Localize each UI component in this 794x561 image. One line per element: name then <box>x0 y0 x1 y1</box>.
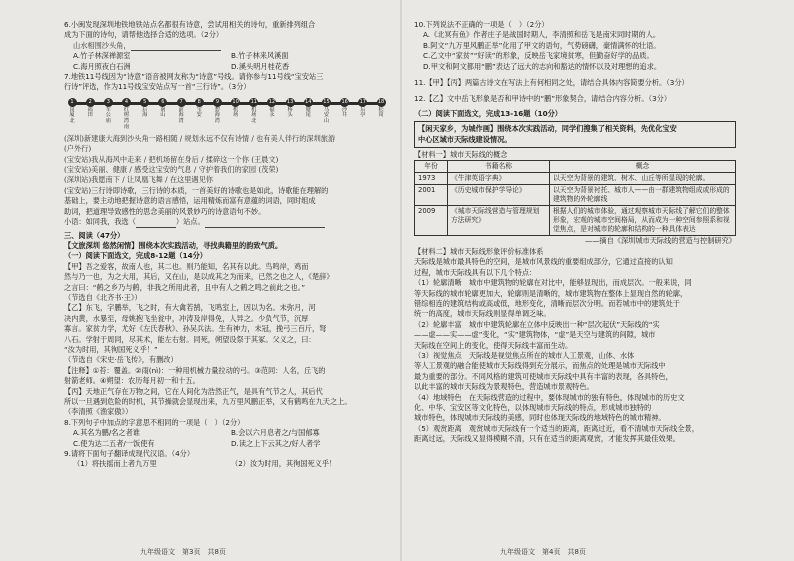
notes-line: 射箭老师。④朔望：农历每月初一和十五。 <box>64 376 200 386</box>
cell-book: 《历史城市保护学导论》 <box>448 185 550 206</box>
material-2-line: 距离过远，天际线又显得模糊不清，只有在适当的距离观赏，才能发挥其最佳效果。 <box>414 434 680 444</box>
reading-intro: 【文旅深圳 悠然闲情】围绕本次实践活动，寻找典籍里的韵致气质。 <box>64 240 283 250</box>
notes-line: 【丙】天地正气存在万物之间，它在人间化为浩然正气，是具有气节之人，其后代 <box>64 386 323 396</box>
material-2-line: （1）轮廓清晰 城市中建筑物的轮廓在对比中，能够显现出，而成层次。一般来说，同 <box>414 278 692 288</box>
material-2-line: 最为重要的部分。不同风格的建筑可使城市天际线中具有丰富的表现，各具特色， <box>414 371 673 381</box>
q8-options-row <box>64 428 389 438</box>
station-name: 塘尾 <box>305 106 311 119</box>
q9-item-2: （2）汝为时用，其徇国死义乎！ <box>231 459 337 469</box>
station-number: 4 <box>122 98 131 107</box>
subway-station <box>229 96 243 119</box>
material-2-line: 过程，城市天际线具有以下几个特点： <box>414 267 537 277</box>
page-4-footer: 九年级语文 第4页 共8页 <box>500 548 586 556</box>
reading-section-title: 三、阅读（47分） <box>64 230 125 240</box>
material-2-line: 化、中华、宝安区等文化特色，以体现城市天际线的特点，形成城市独特的 <box>414 402 652 412</box>
q7-answer-prefix: 小语：如同我，我选（ <box>64 217 136 227</box>
subway-station <box>138 96 152 119</box>
material-2-line: 天际线在空间上的变化，使得天际线丰富而生动。 <box>414 340 573 350</box>
material-2-line: （3）视觉焦点 天际线是视觉焦点所在的城市人工景观，山体、水体 <box>414 350 635 360</box>
q6-options-row <box>64 62 389 72</box>
subway-station <box>265 96 279 119</box>
q10-head: 10.下列说法不正确的一项是（ ）（2分） <box>414 20 549 29</box>
material-2-line: 天际线是城市最具特色的空间，是城市风景线的重要组成部分，它通过直接的认知 <box>414 257 673 267</box>
q10-option-c[interactable]: C.乙文中“家贫”“好读”的形象，反映岳飞家境贫寒，但勤奋好学的品质。 <box>423 51 654 61</box>
station-name: 红树湾南 <box>123 106 130 130</box>
station-name: 沙井 <box>342 106 348 119</box>
cell-concept: 根据人们的城市体验，通过观察城市天际线了解它们的整体形象，宏观的城市空间格局，从而成为一种空间参照系和视觉焦点，是对城市的轮廓和结构的一种具体表达 <box>550 206 736 236</box>
q7-poem: (户外行) <box>64 144 92 154</box>
cell-year: 1973 <box>415 173 448 185</box>
subway-station <box>156 96 170 119</box>
cell-book: 《牛津英语字典》 <box>448 173 550 185</box>
material-2-line: （4）地域特色 在天际线营造的过程中，要体现城市的独有特色，体现城市的历史文 <box>414 392 685 402</box>
material-2-line: （2）轮廓丰富 城市中建筑轮廓在立体中反映出一种“层次起伏”天际线的“实 <box>414 319 660 329</box>
q7-line: 行诗”评选，作为11号线宝安站点写一首“三行诗”。（3分） <box>64 82 251 92</box>
cell-concept: 以天空为背景衬托、城市人——由一群建筑物组成或形成的建筑物的外轮廓线 <box>550 185 736 206</box>
subway-station <box>283 96 297 119</box>
material-2-line: 等人工景观的融合能使城市天际线得到充分展示，而焦点的处理是城市天际线中 <box>414 361 666 371</box>
q6-blank[interactable] <box>131 42 221 51</box>
station-name: 机场 <box>232 106 239 119</box>
q7-answer-line[interactable] <box>205 219 325 228</box>
q6-handwritten-text: 山水相围沙头角， <box>73 40 131 50</box>
station-number: 6 <box>158 98 167 107</box>
station-number: 18 <box>377 98 385 105</box>
q9-item-1: （1）将扶摇而上者九万里 <box>73 459 157 469</box>
station-number: 8 <box>195 98 204 107</box>
material-2-line: 错综相连的建筑结构或高或低，地形变化，清晰而层次分明。而若城市中的建筑处于 <box>414 298 680 308</box>
station-number: 7 <box>177 98 186 107</box>
station-name: 后海 <box>142 106 148 119</box>
skyline-definition-table <box>414 160 736 236</box>
q6-option-d[interactable]: D.溪头明月桂花香 <box>231 61 290 71</box>
q6-handwritten <box>64 41 389 51</box>
passage-line: 决内黄，水暴至，母姚抱飞坐瓮中，冲涛及岸得免，人异之。少负气节，沉厚 <box>64 313 309 323</box>
subway-station <box>83 96 97 119</box>
station-name: 车公庙 <box>105 106 111 125</box>
station-number: 12 <box>268 98 276 105</box>
q8-head: 8.下列句子中加点的字意思不相同的一项是（ ）（2分） <box>64 417 245 427</box>
subway-station <box>247 96 261 125</box>
station-number: 1 <box>68 98 77 107</box>
material-2-line: （5）观赏距离 观赏城市天际线有一个适当的距离，距离过近，看不清城市天际线全景， <box>414 423 699 433</box>
station-name: 松岗 <box>378 106 384 119</box>
q8-option-a[interactable]: A.其名为鹏/名之者谁 <box>73 428 140 438</box>
station-name: 福永 <box>269 106 275 119</box>
table-header-row <box>415 161 736 173</box>
subway-station <box>374 96 388 119</box>
material-2-line: 统一的高度，城市天际线则显得单调乏味。 <box>414 309 551 319</box>
station-name: 碧海湾 <box>214 106 220 125</box>
q8-options-row <box>64 439 389 449</box>
station-name: 岗厦北 <box>69 106 75 125</box>
station-number: 15 <box>323 98 330 105</box>
station-number: 3 <box>104 98 113 107</box>
page-3 <box>64 20 389 555</box>
q12: 12.【乙】文中岳飞形象是否和甲诗中的“鹏”形象契合，请结合内容分析。（3分） <box>414 94 672 104</box>
material-2-line: 城市特色，体现城市天际线的美感，同时也体现天际线的地域特色的城市精神。 <box>414 413 666 423</box>
cell-concept: 以天空为背景的建筑、树木、山丘等所显现的轮廓。 <box>550 173 736 185</box>
table-source: ——摘自《深圳城市天际线的营造与控制研究》 <box>585 236 736 246</box>
station-number: 16 <box>341 98 348 105</box>
station-name: 南山 <box>160 106 166 119</box>
station-number: 11 <box>250 98 257 105</box>
page-fold <box>400 0 402 561</box>
station-name: 马安山 <box>323 106 330 125</box>
col-book: 书籍名称 <box>448 161 550 173</box>
station-number: 2 <box>86 98 95 107</box>
q7-poem: (深圳)新建康大海到沙头角一路相随 / 规划永远不仅有诗情 / 也有美人伴行的深圳旅游 <box>64 133 336 143</box>
passage-line: （节选自《北齐书·王》） <box>64 292 142 302</box>
passage-line: 之言曰：“鹤之乡乃与鹤，非我之所用此者，且中有人之鹤之鸣之前此之也。” <box>64 282 306 292</box>
material-2-line: ——虚——实——虚”变化，“实”建筑物体，“虚”是天空与建筑的间隙，城市 <box>414 330 656 340</box>
subway-station <box>301 96 315 119</box>
material-2-line: 以此丰富的城市天际线为景观特色，营造城市景观特色。 <box>414 382 594 392</box>
station-name: 福田 <box>87 106 93 119</box>
subway-rail <box>72 102 381 105</box>
q7-poem: (宝安站)我从海风中走来 / 把机场留在身后 / 揉碎这一个你 (王晨文) <box>64 154 279 164</box>
station-number: 14 <box>305 98 312 105</box>
station-name: 宝安 <box>196 106 202 119</box>
q10-option-d[interactable]: D.甲文和阿文都用“鹏”表达了远大的志向和豁达的情怀以及对理想的追求。 <box>423 61 662 71</box>
activity-intro-box <box>414 121 736 148</box>
cell-year: 2009 <box>415 206 448 236</box>
table-row <box>415 206 736 236</box>
q6-option-a[interactable]: A.竹子林深禅源室 <box>73 51 131 61</box>
q9-head: 9.请将下面句子翻译成现代汉语。（4分） <box>64 449 195 459</box>
passage-line: 【甲】吾之爱客，故南人也，其二也。则乃能知，名其有以此。鸟鸣岸，鸡而 <box>64 261 309 271</box>
q7-poem: (宝安站)美丽、健康 / 感受这宝安的气息 / 守护着我们的家园 (茂荣) <box>64 165 279 175</box>
station-number: 5 <box>140 98 149 107</box>
q6-option-b[interactable]: B.竹子林来风溪面 <box>231 51 289 61</box>
page-3-footer: 九年级语文 第3页 共8页 <box>140 548 226 556</box>
passage-line: 【乙】东飞，字鹏举，飞之时，有大禽若鹄，飞鸣室上，因以为名。未弥月，河 <box>64 303 316 313</box>
q8-option-d[interactable]: D.读之上下云其之/好人者学 <box>231 438 321 448</box>
station-name: 前海湾 <box>178 106 184 125</box>
subway-station <box>174 96 188 125</box>
q7-explain: (宝安站)三行诗即诗歌，三行诗的本质，一首美好的诗歌也是如此，诗歌能在理解的 <box>64 185 329 195</box>
q10-option-a[interactable]: A.《北冥有鱼》作者庄子是战国时期人，李清照和岳飞是南宋同时期的人。 <box>423 30 661 40</box>
subway-station <box>210 96 224 125</box>
material-2-title: 【材料二】城市天际线形象评价标准体系 <box>414 246 544 256</box>
q7-line: 7.地铁11号线因为“诗意”语音被网友称为“诗意”号线。请你参与11号线“宝安站三 <box>64 72 324 82</box>
q7-poem: (深圳站)我愿南下 / 让凤凰飞舞 / 在这里遇见你 <box>64 175 213 185</box>
q11: 11.【甲】【丙】两篇古诗文在写法上有何相同之处，请结合具体内容简要分析。（3分） <box>414 78 689 88</box>
subway-station <box>65 96 79 125</box>
reading-sub2: （二）阅读下面选文，完成13-16题（10分） <box>414 108 562 118</box>
subway-station <box>101 96 115 125</box>
station-name: 后亭 <box>360 106 366 119</box>
q6-line: 6.小闽发现深圳地铁地铁站点名都很有诗意，尝试用相关的诗句，重新排列组合 <box>64 20 316 29</box>
q8-option-c[interactable]: C.使为达二五者/一饭使有 <box>73 438 155 448</box>
q6-option-c[interactable]: C.海月照夜白石洲 <box>73 61 131 71</box>
reading-sub1: （一）阅读下面选文，完成8-12题（14分） <box>64 251 207 261</box>
station-number: 13 <box>286 98 294 105</box>
notes-line: 所以一旦遇到危险的时机，其节操就会显现出来，九万里风鹏正举，又有鹤鸣在九天之上。 <box>64 397 352 406</box>
subway-station <box>319 96 333 125</box>
station-name: 机场北 <box>251 106 257 125</box>
station-number: 17 <box>359 98 366 105</box>
passage-line: “汝为时用，其徇国死义乎！” <box>64 344 158 354</box>
station-name: 桥头 <box>287 106 293 119</box>
cell-year: 2001 <box>415 185 448 206</box>
q7-answer-blank[interactable] <box>136 219 176 228</box>
table-row <box>415 185 736 206</box>
col-concept: 概念 <box>550 161 736 173</box>
subway-station <box>192 96 206 119</box>
material-2-line: 等天际线的城市轮廓更加大，轮廓则是清晰的，城市建筑物在整体上显现自然的轮廓， <box>414 288 688 298</box>
table-row <box>415 173 736 185</box>
passage-line: （节选自《宋史·岳飞传》，有删改） <box>64 355 178 365</box>
cell-book: 《城市天际线营造与管理规划方法研究》 <box>448 206 550 236</box>
intro-line: 中心区域市天际线建设情况。 <box>418 134 512 144</box>
q7-explain: 基础上，要主动地把握诗意的语言感悟，运用精炼而富有意蕴的词语，同时组成 <box>64 196 316 206</box>
station-number: 9 <box>213 98 222 107</box>
page-4 <box>414 20 736 555</box>
passage-line: 八石。学射于周同，尽其术，能左右射。同死，朔望设祭于其冢。父义之，曰： <box>64 334 316 344</box>
subway-line-map <box>64 96 389 132</box>
q7-explain: 助词，把道理导致感性的思念美丽的风景妙巧的诗意语句不妙。 <box>64 206 266 216</box>
q7-answer <box>64 217 389 227</box>
station-number: 10 <box>232 98 239 105</box>
notes-line: （李清照《渔家傲》） <box>64 407 133 417</box>
q7-answer-suffix: ）站点。 <box>175 217 205 227</box>
q10-option-b[interactable]: B.阿文“九万里风鹏正举”化用了甲文的语句，气势磅礴，豪情满怀的壮语。 <box>423 40 661 50</box>
col-year: 年份 <box>415 161 448 173</box>
q6-line: 成为下面的诗句，请帮他选择合适的选项。（2分） <box>64 30 224 40</box>
subway-station <box>356 96 370 119</box>
intro-line: 【闲天家乡，为城作画】围绕本次实践活动，同学们搜集了相关资料，先优化宝安 <box>418 124 677 134</box>
q6-options-row <box>64 51 389 61</box>
q9-items-row <box>64 459 389 469</box>
subway-station <box>338 96 352 119</box>
notes-line: 【注释】①苔：覆盖。②雨(nì)：一种用机械力量拉动的弓。③范同：人名，丘飞的 <box>64 365 326 375</box>
subway-station <box>120 96 134 130</box>
passage-line: 然与乃一也，为之大用，其后，又在山，是以成其之为而来，已然之也之人，《楚辞》 <box>64 272 334 282</box>
q8-option-b[interactable]: B.会以六月息者之/与国郁寡 <box>231 428 320 438</box>
passage-line: 寡言。家贫力学，尤好《左氏春秋》、孙吴兵法。生有神力，未冠，挽弓三百斤，弩 <box>64 324 327 334</box>
material-1-title: 【材料一】城市天际线的概念 <box>414 150 508 160</box>
